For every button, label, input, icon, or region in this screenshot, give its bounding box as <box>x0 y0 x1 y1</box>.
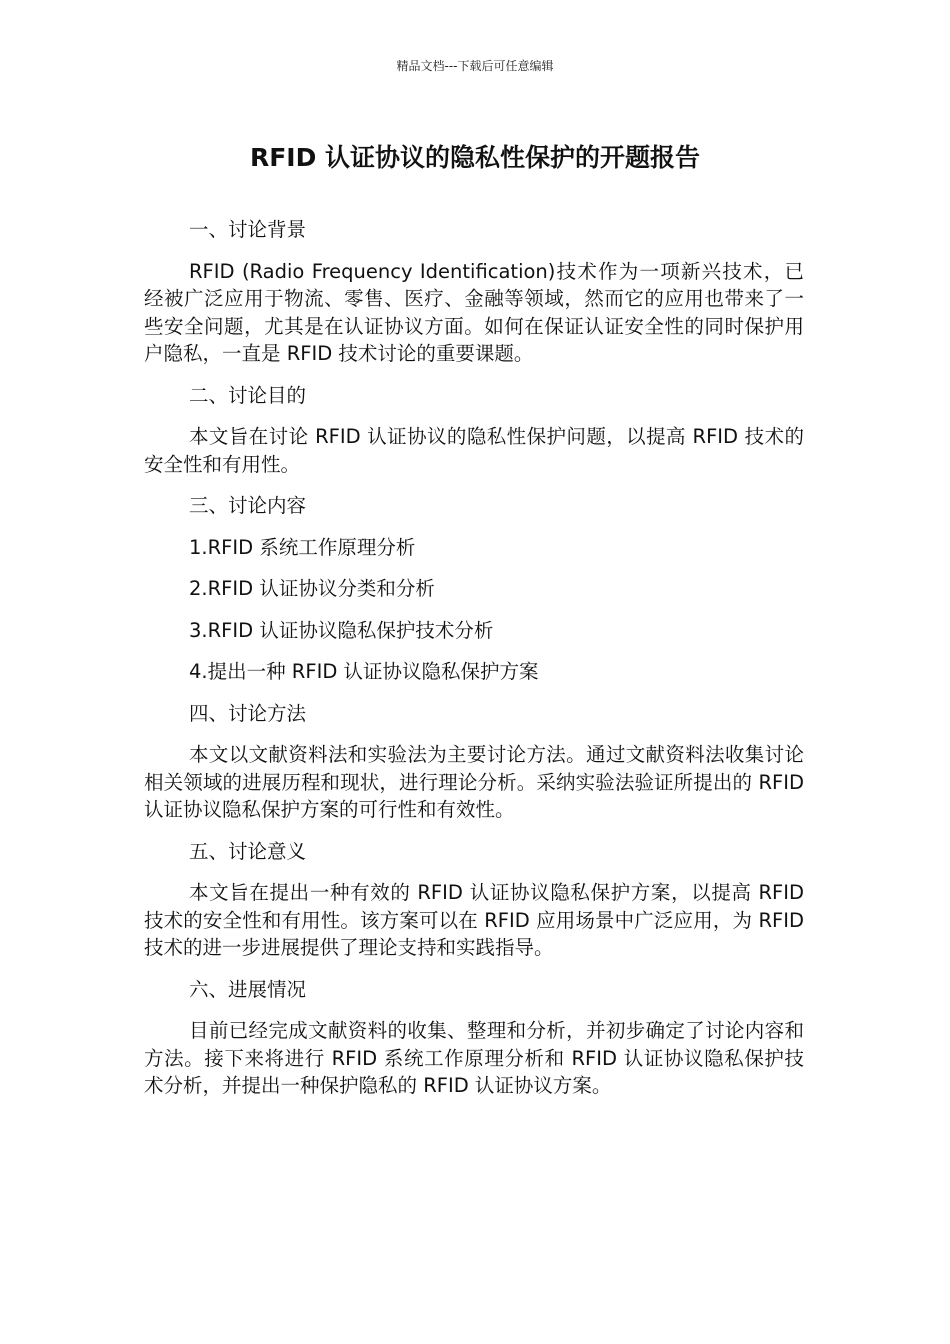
header-note: 精品文档---下载后可任意编辑 <box>396 59 554 73</box>
section-heading-content: 三、讨论内容 <box>189 494 307 517</box>
section-heading-method: 四、讨论方法 <box>189 701 307 725</box>
section-heading-purpose: 二、讨论目的 <box>189 383 307 407</box>
content-list-item: 2.RFID 认证协议分类和分析 <box>189 577 435 600</box>
section-paragraph-progress: 目前已经完成文献资料的收集、整理和分析，并初步确定了讨论内容和方法。接下来将进行 RFID 系统工作原理分析和 RFID 认证协议隐私保护技术分析，并提出一种保护隐私的 RFID 认证协议方案。 <box>144 1019 804 1097</box>
section-heading-progress: 六、进展情况 <box>189 977 307 1001</box>
content-list-item: 3.RFID 认证协议隐私保护技术分析 <box>189 618 494 642</box>
content-list-item: 4.提出一种 RFID 认证协议隐私保护方案 <box>189 660 539 683</box>
content-list-item: 1.RFID 系统工作原理分析 <box>189 535 416 559</box>
section-heading-significance: 五、讨论意义 <box>189 839 307 863</box>
section-paragraph-background: RFID (Radio Frequency Identification)技术作为一项新兴技术，已经被广泛应用于物流、零售、医疗、金融等领域，然而它的应用也带来了一些安全问题，尤其是在认证协议方面。如何在保证认证安全性的同时保护用户隐私，一直是 RFID 技术讨论的重要课题。 <box>144 259 804 365</box>
section-heading-background: 一、讨论背景 <box>189 218 307 241</box>
section-paragraph-method: 本文以文献资料法和实验法为主要讨论方法。通过文献资料法收集讨论相关领域的进展历程和现状，进行理论分析。采纳实验法验证所提出的 RFID 认证协议隐私保护方案的可行性和有效性。 <box>144 743 804 821</box>
document-title: RFID 认证协议的隐私性保护的开题报告 <box>249 143 701 172</box>
section-paragraph-purpose: 本文旨在讨论 RFID 认证协议的隐私性保护问题，以提高 RFID 技术的安全性和有用性。 <box>144 425 804 476</box>
document-body <box>144 216 804 1114</box>
section-paragraph-significance: 本文旨在提出一种有效的 RFID 认证协议隐私保护方案，以提高 RFID 技术的安全性和有用性。该方案可以在 RFID 应用场景中广泛应用，为 RFID 技术的进一步进展提供了理论支持和实践指导。 <box>144 881 804 959</box>
